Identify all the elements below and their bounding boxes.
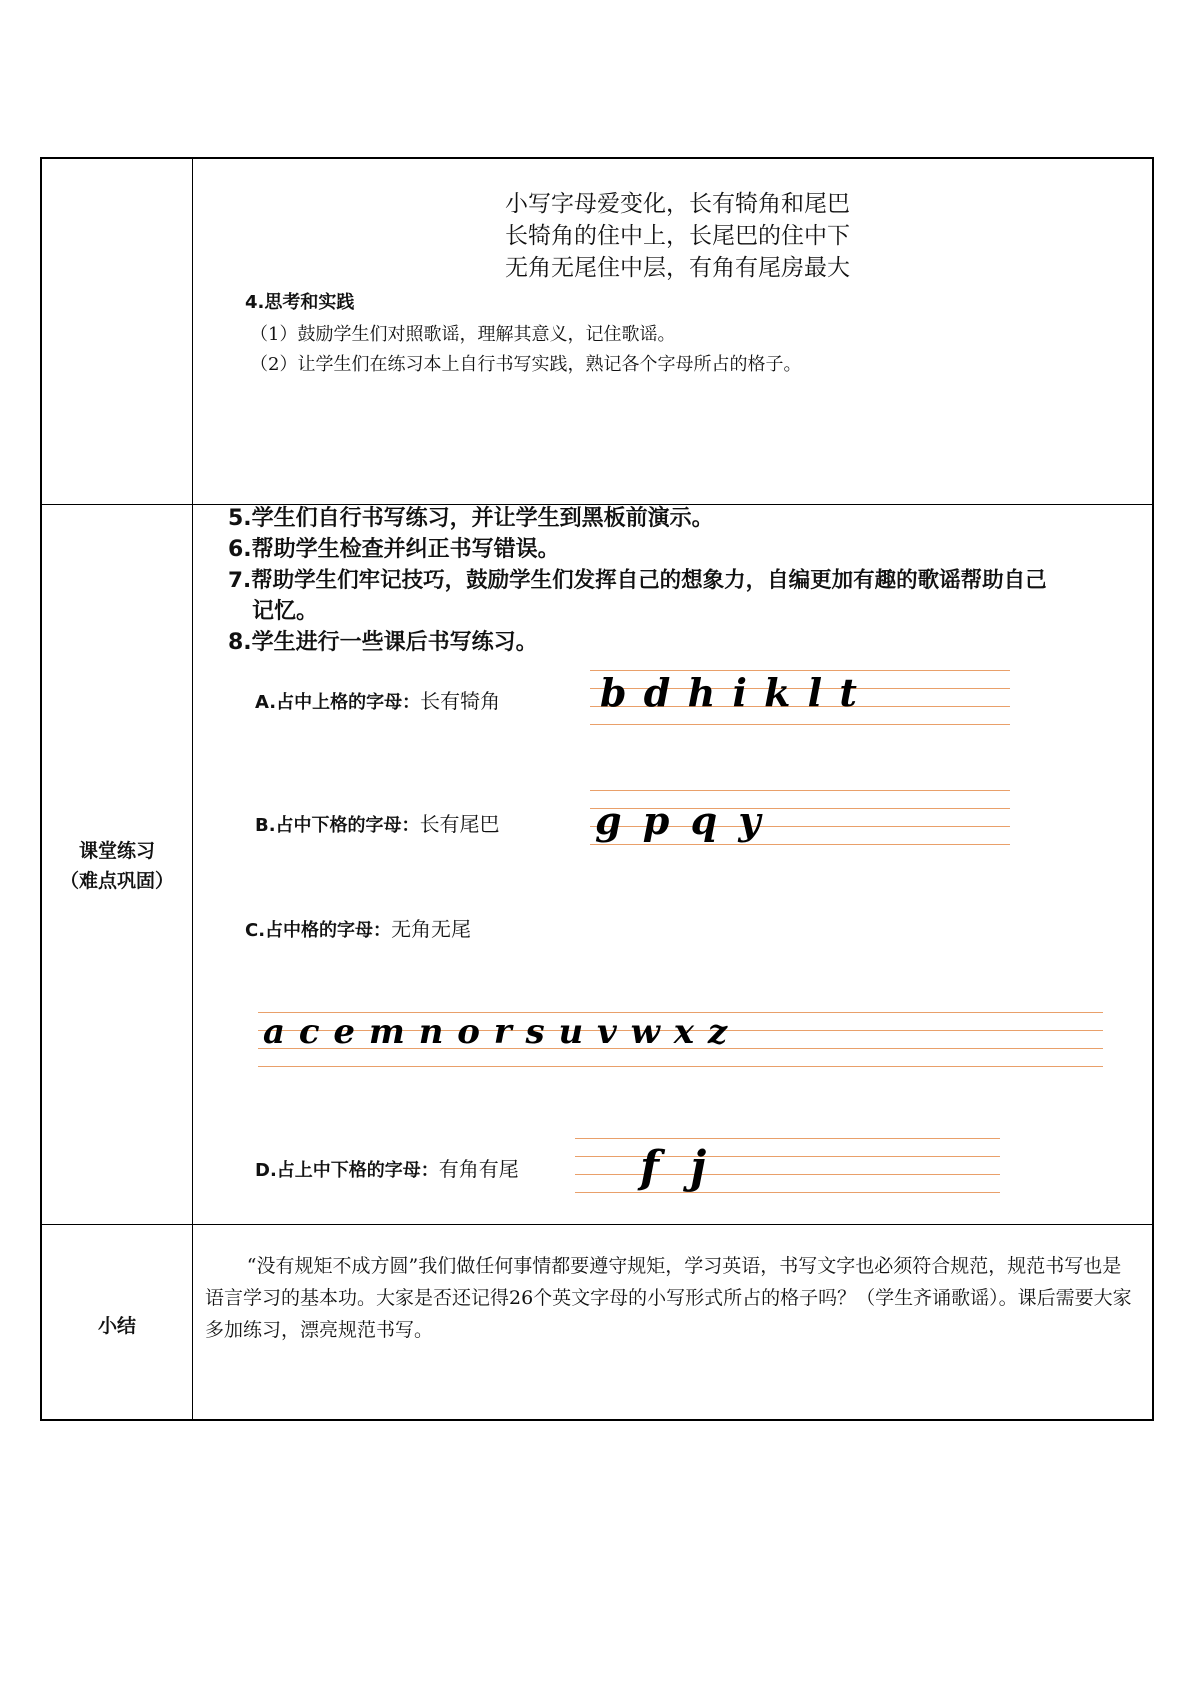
- category-b-head: B.占中下格的字母：: [255, 815, 420, 836]
- practice-item-2: （2）让学生们在练习本上自行书写实践，熟记各个字母所占的格子。: [250, 354, 802, 375]
- section-heading: 4.思考和实践: [245, 292, 355, 313]
- category-a-desc: 长有犄角: [420, 689, 501, 713]
- step-5: 5.学生们自行书写练习，并让学生到黑板前演示。: [228, 506, 714, 531]
- summary-label: 小结: [97, 1315, 136, 1337]
- practice-label-line1: 课堂练习: [78, 840, 155, 862]
- category-d-head: D.占上中下格的字母：: [255, 1160, 439, 1181]
- practice-item-1: （1）鼓励学生们对照歌谣，理解其意义，记住歌谣。: [250, 324, 676, 345]
- letters-b: g p q y: [595, 798, 765, 843]
- poem-line-3: 无角无尾住中层，有角有尾房最大: [505, 255, 850, 281]
- category-c-head: C.占中格的字母：: [245, 920, 392, 941]
- practice-label-line2: （难点巩固）: [59, 870, 174, 892]
- step-7-cont: 记忆。: [252, 599, 319, 624]
- letters-a: b d h i k l t: [600, 670, 859, 715]
- category-c-label: [245, 913, 471, 942]
- poem-line-2: 长犄角的住中上，长尾巴的住中下: [505, 223, 850, 249]
- category-b-desc: 长有尾巴: [419, 812, 500, 836]
- poem-line-1: 小写字母爱变化，长有犄角和尾巴: [505, 191, 850, 217]
- column-divider: [192, 159, 193, 1419]
- letters-c: a c e m n o r s u v w x z: [263, 1012, 729, 1052]
- category-c-desc: 无角无尾: [391, 917, 472, 941]
- category-b-label: [255, 808, 500, 837]
- step-6: 6.帮助学生检查并纠正书写错误。: [228, 537, 560, 562]
- practice-label: [42, 836, 192, 896]
- guide-lines-d: [575, 1138, 1000, 1194]
- step-8: 8.学生进行一些课后书写练习。: [228, 630, 538, 655]
- category-a-label: [255, 685, 500, 714]
- letters-d: f j: [640, 1142, 715, 1193]
- step-7: 7.帮助学生们牢记技巧，鼓励学生们发挥自己的想象力，自编更加有趣的歌谣帮助自己: [228, 568, 1047, 593]
- lesson-table: [40, 157, 1154, 1421]
- category-a-head: A.占中上格的字母：: [255, 692, 421, 713]
- category-d-desc: 有角有尾: [438, 1157, 519, 1181]
- row-divider: [42, 1224, 1152, 1225]
- category-d-label: [255, 1153, 519, 1182]
- summary-text: “没有规矩不成方圆”我们做任何事情都要遵守规矩，学习英语，书写文字也必须符合规范，规范书写也是语言学习的基本功。大家是否还记得26个英文字母的小写形式所占的格子吗？（学生齐诵歌谣）。课后需要大家多加练习，漂亮规范书写。: [205, 1255, 1132, 1341]
